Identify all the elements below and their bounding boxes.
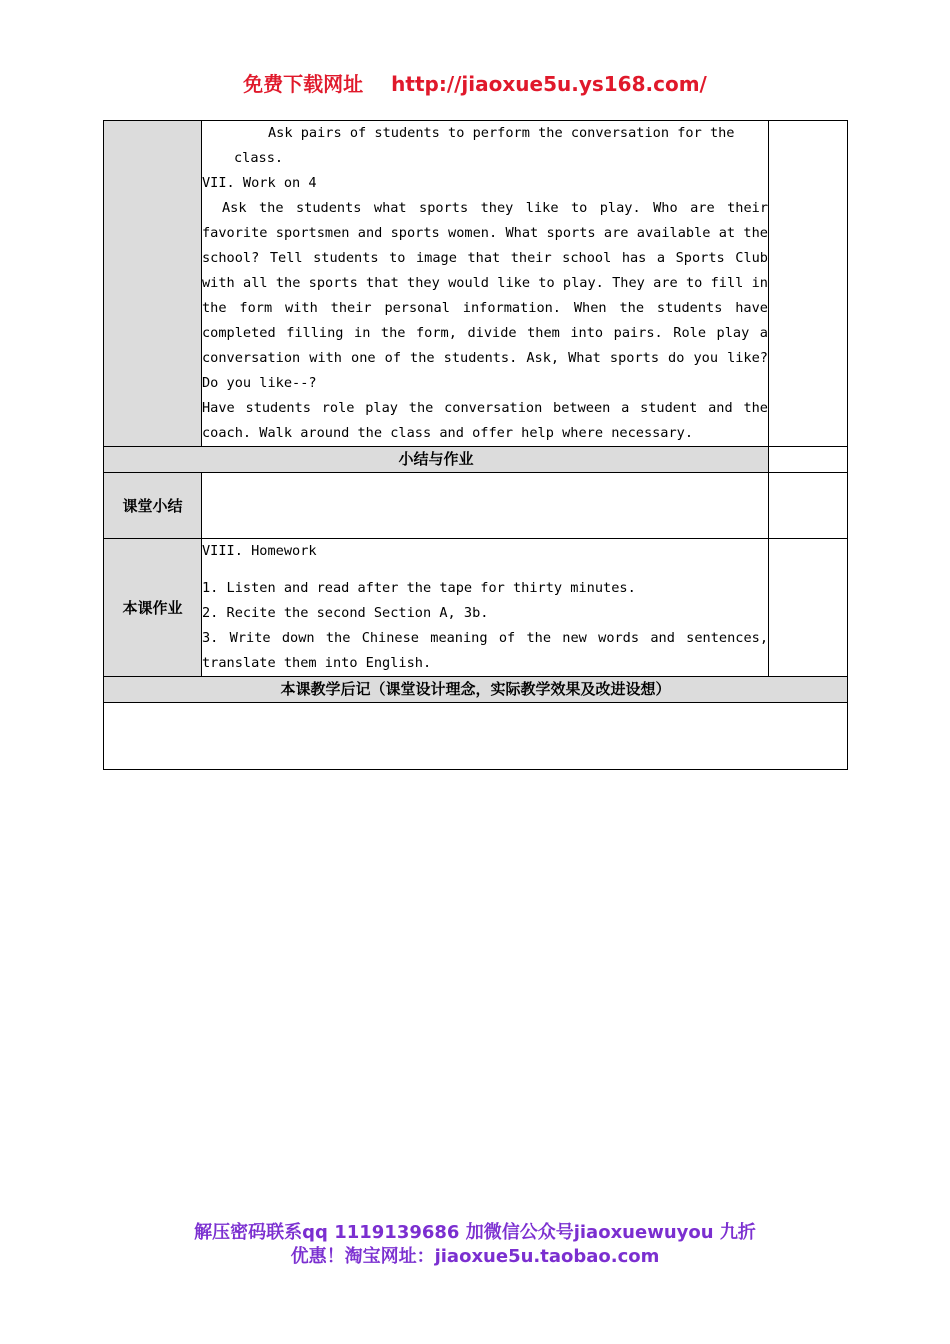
homework-label: 本课作业 bbox=[104, 539, 202, 677]
class-summary-content bbox=[202, 473, 769, 539]
homework-content bbox=[202, 539, 769, 677]
lesson-plan-table bbox=[103, 120, 848, 770]
homework-row bbox=[104, 539, 848, 677]
activity-label-cell bbox=[104, 121, 202, 447]
footer-shop-line: 优惠！淘宝网址：jiaoxue5u.taobao.com bbox=[290, 1246, 660, 1267]
summary-header-notes bbox=[769, 447, 848, 473]
pairs-instruction: Ask pairs of students to perform the conversation for the bbox=[268, 125, 735, 141]
summary-header: 小结与作业 bbox=[104, 447, 769, 473]
download-url-link[interactable]: http://jiaoxue5u.ys168.com/ bbox=[391, 72, 707, 96]
role-play-paragraph: Have students role play the conversation between a student and the coach. Walk around the class and offer help where necessary. bbox=[202, 400, 768, 441]
reflection-header: 本课教学后记（课堂设计理念，实际教学效果及改进设想） bbox=[104, 677, 848, 703]
activity-notes-cell bbox=[769, 121, 848, 447]
homework-item-2: 2. Recite the second Section A, 3b. bbox=[202, 605, 489, 621]
summary-header-row bbox=[104, 447, 848, 473]
class-summary-notes bbox=[769, 473, 848, 539]
homework-heading: VIII. Homework bbox=[202, 543, 317, 559]
pairs-instruction-cont: class. bbox=[234, 150, 284, 166]
download-header bbox=[0, 68, 950, 97]
reflection-row bbox=[104, 703, 848, 770]
homework-notes bbox=[769, 539, 848, 677]
activity-content-cell bbox=[202, 121, 769, 447]
class-summary-row bbox=[104, 473, 848, 539]
reflection-content bbox=[104, 703, 848, 770]
activity-row bbox=[104, 121, 848, 447]
download-label: 免费下载网址 bbox=[243, 72, 364, 96]
footer-contact-line: 解压密码联系qq 1119139686 加微信公众号jiaoxuewuyou 九折 bbox=[194, 1222, 756, 1243]
work-on-4-heading: VII. Work on 4 bbox=[202, 175, 317, 191]
class-summary-label: 课堂小结 bbox=[104, 473, 202, 539]
reflection-header-row bbox=[104, 677, 848, 703]
homework-item-3: 3. Write down the Chinese meaning of the new words and sentences, translate them into English. bbox=[202, 630, 768, 671]
sports-paragraph: Ask the students what sports they like to play. Who are their favorite sportsmen and sports women. What sports are available at the school? Tell students to image that their school has a Sports Club with all the sports that they would like to play. They are to fill in the form with their personal information. When the students have completed filling in the form, divide them into pairs. Role play a conversation with one of the students. Ask, What sports do you like? Do you like--? bbox=[202, 200, 768, 391]
homework-item-1: 1. Listen and read after the tape for thirty minutes. bbox=[202, 580, 636, 596]
